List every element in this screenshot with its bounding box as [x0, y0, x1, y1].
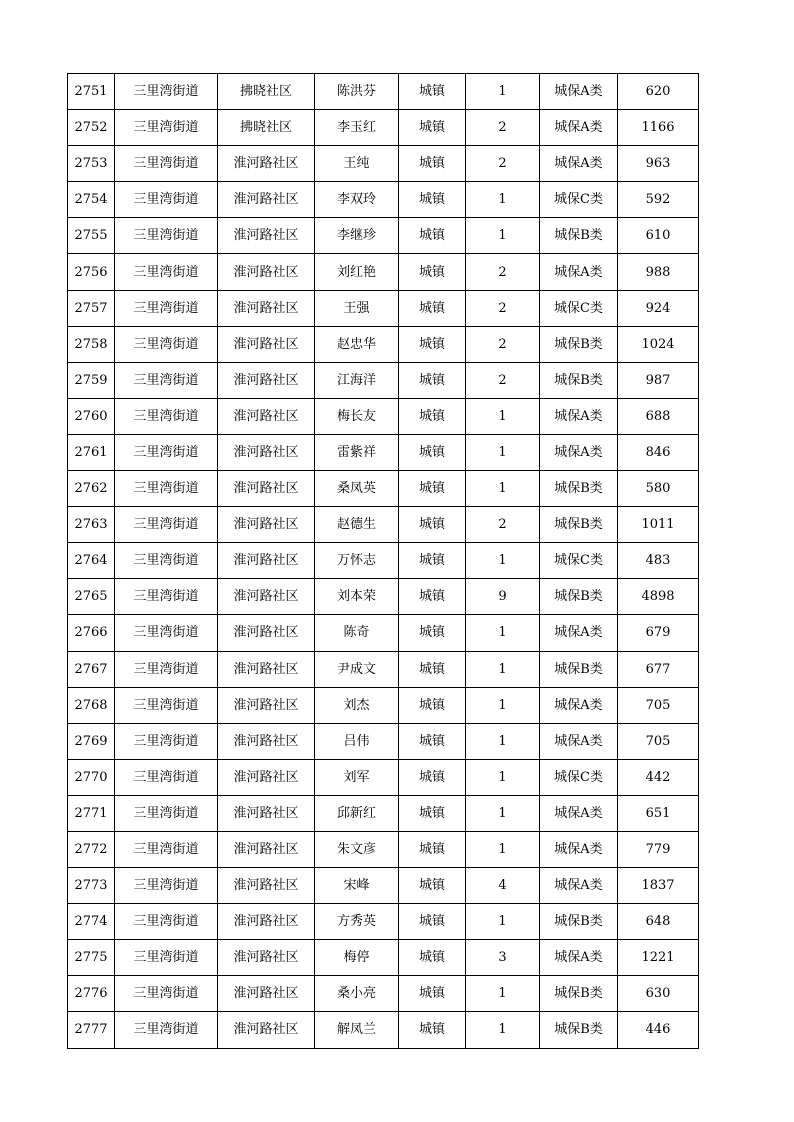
amount-cell: 705	[618, 687, 699, 723]
household-count-cell: 2	[466, 254, 540, 290]
residence-type-cell: 城镇	[399, 831, 466, 867]
table-row	[68, 579, 699, 615]
residence-type-cell: 城镇	[399, 218, 466, 254]
amount-cell: 1837	[618, 868, 699, 904]
household-count-cell: 2	[466, 507, 540, 543]
amount-cell: 610	[618, 218, 699, 254]
household-count-cell: 1	[466, 543, 540, 579]
residence-type-cell: 城镇	[399, 398, 466, 434]
residence-type-cell: 城镇	[399, 579, 466, 615]
assistance-category-cell: 城保A类	[540, 146, 618, 182]
name-cell: 刘红艳	[315, 254, 399, 290]
name-cell: 尹成文	[315, 651, 399, 687]
residence-type-cell: 城镇	[399, 471, 466, 507]
community-cell: 拂晓社区	[218, 110, 315, 146]
subdistrict-cell: 三里湾街道	[115, 74, 218, 110]
residence-type-cell: 城镇	[399, 795, 466, 831]
name-cell: 刘军	[315, 759, 399, 795]
residence-type-cell: 城镇	[399, 1012, 466, 1048]
subdistrict-cell: 三里湾街道	[115, 254, 218, 290]
record-number-cell: 2755	[68, 218, 115, 254]
household-count-cell: 2	[466, 290, 540, 326]
amount-cell: 677	[618, 651, 699, 687]
community-cell: 淮河路社区	[218, 290, 315, 326]
subdistrict-cell: 三里湾街道	[115, 146, 218, 182]
household-count-cell: 3	[466, 940, 540, 976]
amount-cell: 648	[618, 904, 699, 940]
record-number-cell: 2768	[68, 687, 115, 723]
name-cell: 李继珍	[315, 218, 399, 254]
community-cell: 淮河路社区	[218, 326, 315, 362]
name-cell: 邱新红	[315, 795, 399, 831]
assistance-category-cell: 城保A类	[540, 687, 618, 723]
table-row	[68, 326, 699, 362]
amount-cell: 963	[618, 146, 699, 182]
name-cell: 桑凤英	[315, 471, 399, 507]
subdistrict-cell: 三里湾街道	[115, 868, 218, 904]
amount-cell: 1011	[618, 507, 699, 543]
community-cell: 淮河路社区	[218, 146, 315, 182]
residence-type-cell: 城镇	[399, 868, 466, 904]
residence-type-cell: 城镇	[399, 326, 466, 362]
household-count-cell: 1	[466, 651, 540, 687]
name-cell: 朱文彦	[315, 831, 399, 867]
residence-type-cell: 城镇	[399, 146, 466, 182]
assistance-category-cell: 城保B类	[540, 904, 618, 940]
record-number-cell: 2754	[68, 182, 115, 218]
subdistrict-cell: 三里湾街道	[115, 471, 218, 507]
amount-cell: 630	[618, 976, 699, 1012]
amount-cell: 580	[618, 471, 699, 507]
community-cell: 淮河路社区	[218, 831, 315, 867]
subdistrict-cell: 三里湾街道	[115, 723, 218, 759]
household-count-cell: 1	[466, 723, 540, 759]
amount-cell: 988	[618, 254, 699, 290]
record-number-cell: 2772	[68, 831, 115, 867]
residence-type-cell: 城镇	[399, 110, 466, 146]
amount-cell: 651	[618, 795, 699, 831]
table-row	[68, 398, 699, 434]
assistance-category-cell: 城保A类	[540, 254, 618, 290]
household-count-cell: 1	[466, 398, 540, 434]
assistance-category-cell: 城保A类	[540, 398, 618, 434]
name-cell: 方秀英	[315, 904, 399, 940]
residence-type-cell: 城镇	[399, 687, 466, 723]
subdistrict-cell: 三里湾街道	[115, 434, 218, 470]
table-row	[68, 471, 699, 507]
residence-type-cell: 城镇	[399, 651, 466, 687]
household-count-cell: 1	[466, 904, 540, 940]
community-cell: 淮河路社区	[218, 759, 315, 795]
amount-cell: 779	[618, 831, 699, 867]
record-number-cell: 2775	[68, 940, 115, 976]
community-cell: 淮河路社区	[218, 507, 315, 543]
amount-cell: 620	[618, 74, 699, 110]
table-row	[68, 940, 699, 976]
residence-type-cell: 城镇	[399, 615, 466, 651]
subdistrict-cell: 三里湾街道	[115, 615, 218, 651]
residence-type-cell: 城镇	[399, 74, 466, 110]
residence-type-cell: 城镇	[399, 507, 466, 543]
household-count-cell: 4	[466, 868, 540, 904]
residence-type-cell: 城镇	[399, 290, 466, 326]
name-cell: 江海洋	[315, 362, 399, 398]
table-row	[68, 254, 699, 290]
name-cell: 梅停	[315, 940, 399, 976]
subdistrict-cell: 三里湾街道	[115, 543, 218, 579]
records-table	[67, 73, 699, 1049]
name-cell: 赵德生	[315, 507, 399, 543]
assistance-category-cell: 城保B类	[540, 471, 618, 507]
household-count-cell: 1	[466, 759, 540, 795]
table-row	[68, 976, 699, 1012]
residence-type-cell: 城镇	[399, 362, 466, 398]
residence-type-cell: 城镇	[399, 254, 466, 290]
subdistrict-cell: 三里湾街道	[115, 940, 218, 976]
subdistrict-cell: 三里湾街道	[115, 795, 218, 831]
subdistrict-cell: 三里湾街道	[115, 398, 218, 434]
household-count-cell: 1	[466, 182, 540, 218]
amount-cell: 483	[618, 543, 699, 579]
assistance-category-cell: 城保B类	[540, 651, 618, 687]
assistance-category-cell: 城保C类	[540, 543, 618, 579]
amount-cell: 442	[618, 759, 699, 795]
residence-type-cell: 城镇	[399, 759, 466, 795]
table-row	[68, 74, 699, 110]
subdistrict-cell: 三里湾街道	[115, 831, 218, 867]
household-count-cell: 1	[466, 615, 540, 651]
subdistrict-cell: 三里湾街道	[115, 110, 218, 146]
household-count-cell: 1	[466, 218, 540, 254]
name-cell: 万怀志	[315, 543, 399, 579]
name-cell: 王纯	[315, 146, 399, 182]
community-cell: 淮河路社区	[218, 254, 315, 290]
record-number-cell: 2773	[68, 868, 115, 904]
community-cell: 淮河路社区	[218, 723, 315, 759]
records-body	[68, 74, 699, 1049]
subdistrict-cell: 三里湾街道	[115, 976, 218, 1012]
household-count-cell: 1	[466, 831, 540, 867]
subdistrict-cell: 三里湾街道	[115, 507, 218, 543]
amount-cell: 1221	[618, 940, 699, 976]
record-number-cell: 2762	[68, 471, 115, 507]
assistance-category-cell: 城保C类	[540, 182, 618, 218]
residence-type-cell: 城镇	[399, 182, 466, 218]
amount-cell: 4898	[618, 579, 699, 615]
record-number-cell: 2753	[68, 146, 115, 182]
subdistrict-cell: 三里湾街道	[115, 651, 218, 687]
name-cell: 梅长友	[315, 398, 399, 434]
assistance-category-cell: 城保A类	[540, 795, 618, 831]
record-number-cell: 2771	[68, 795, 115, 831]
community-cell: 淮河路社区	[218, 579, 315, 615]
community-cell: 淮河路社区	[218, 543, 315, 579]
assistance-category-cell: 城保A类	[540, 434, 618, 470]
household-count-cell: 9	[466, 579, 540, 615]
community-cell: 淮河路社区	[218, 1012, 315, 1048]
community-cell: 淮河路社区	[218, 940, 315, 976]
subdistrict-cell: 三里湾街道	[115, 182, 218, 218]
community-cell: 淮河路社区	[218, 434, 315, 470]
assistance-category-cell: 城保B类	[540, 1012, 618, 1048]
assistance-category-cell: 城保B类	[540, 218, 618, 254]
subdistrict-cell: 三里湾街道	[115, 759, 218, 795]
name-cell: 桑小亮	[315, 976, 399, 1012]
community-cell: 淮河路社区	[218, 651, 315, 687]
community-cell: 淮河路社区	[218, 471, 315, 507]
record-number-cell: 2777	[68, 1012, 115, 1048]
residence-type-cell: 城镇	[399, 543, 466, 579]
assistance-category-cell: 城保B类	[540, 579, 618, 615]
household-count-cell: 2	[466, 146, 540, 182]
name-cell: 王强	[315, 290, 399, 326]
table-row	[68, 434, 699, 470]
amount-cell: 1024	[618, 326, 699, 362]
name-cell: 刘本荣	[315, 579, 399, 615]
record-number-cell: 2770	[68, 759, 115, 795]
community-cell: 淮河路社区	[218, 976, 315, 1012]
community-cell: 淮河路社区	[218, 868, 315, 904]
amount-cell: 846	[618, 434, 699, 470]
table-row	[68, 615, 699, 651]
amount-cell: 446	[618, 1012, 699, 1048]
table-row	[68, 110, 699, 146]
table-row	[68, 723, 699, 759]
community-cell: 淮河路社区	[218, 398, 315, 434]
community-cell: 淮河路社区	[218, 218, 315, 254]
subdistrict-cell: 三里湾街道	[115, 326, 218, 362]
community-cell: 淮河路社区	[218, 362, 315, 398]
table-row	[68, 831, 699, 867]
record-number-cell: 2761	[68, 434, 115, 470]
table-row	[68, 218, 699, 254]
subdistrict-cell: 三里湾街道	[115, 1012, 218, 1048]
record-number-cell: 2769	[68, 723, 115, 759]
name-cell: 吕伟	[315, 723, 399, 759]
name-cell: 雷紫祥	[315, 434, 399, 470]
table-row	[68, 507, 699, 543]
name-cell: 刘杰	[315, 687, 399, 723]
table-row	[68, 868, 699, 904]
name-cell: 陈奇	[315, 615, 399, 651]
record-number-cell: 2764	[68, 543, 115, 579]
community-cell: 淮河路社区	[218, 687, 315, 723]
community-cell: 淮河路社区	[218, 795, 315, 831]
assistance-category-cell: 城保B类	[540, 362, 618, 398]
assistance-category-cell: 城保A类	[540, 615, 618, 651]
record-number-cell: 2758	[68, 326, 115, 362]
subdistrict-cell: 三里湾街道	[115, 362, 218, 398]
subdistrict-cell: 三里湾街道	[115, 218, 218, 254]
community-cell: 淮河路社区	[218, 904, 315, 940]
residence-type-cell: 城镇	[399, 976, 466, 1012]
table-row	[68, 362, 699, 398]
household-count-cell: 1	[466, 434, 540, 470]
name-cell: 李玉红	[315, 110, 399, 146]
amount-cell: 924	[618, 290, 699, 326]
record-number-cell: 2763	[68, 507, 115, 543]
name-cell: 宋峰	[315, 868, 399, 904]
record-number-cell: 2776	[68, 976, 115, 1012]
assistance-category-cell: 城保A类	[540, 74, 618, 110]
assistance-category-cell: 城保A类	[540, 831, 618, 867]
record-number-cell: 2774	[68, 904, 115, 940]
household-count-cell: 2	[466, 326, 540, 362]
household-count-cell: 2	[466, 362, 540, 398]
assistance-category-cell: 城保A类	[540, 940, 618, 976]
subdistrict-cell: 三里湾街道	[115, 687, 218, 723]
table-row	[68, 182, 699, 218]
assistance-category-cell: 城保A类	[540, 868, 618, 904]
assistance-category-cell: 城保B类	[540, 976, 618, 1012]
assistance-category-cell: 城保C类	[540, 759, 618, 795]
community-cell: 拂晓社区	[218, 74, 315, 110]
record-number-cell: 2751	[68, 74, 115, 110]
amount-cell: 679	[618, 615, 699, 651]
record-number-cell: 2756	[68, 254, 115, 290]
record-number-cell: 2765	[68, 579, 115, 615]
residence-type-cell: 城镇	[399, 940, 466, 976]
table-row	[68, 146, 699, 182]
residence-type-cell: 城镇	[399, 434, 466, 470]
amount-cell: 688	[618, 398, 699, 434]
household-count-cell: 1	[466, 74, 540, 110]
amount-cell: 1166	[618, 110, 699, 146]
household-count-cell: 1	[466, 687, 540, 723]
name-cell: 赵忠华	[315, 326, 399, 362]
community-cell: 淮河路社区	[218, 615, 315, 651]
record-number-cell: 2759	[68, 362, 115, 398]
table-row	[68, 651, 699, 687]
assistance-category-cell: 城保A类	[540, 723, 618, 759]
amount-cell: 592	[618, 182, 699, 218]
community-cell: 淮河路社区	[218, 182, 315, 218]
table-row	[68, 290, 699, 326]
subdistrict-cell: 三里湾街道	[115, 579, 218, 615]
amount-cell: 987	[618, 362, 699, 398]
table-row	[68, 1012, 699, 1048]
name-cell: 李双玲	[315, 182, 399, 218]
household-count-cell: 1	[466, 795, 540, 831]
record-number-cell: 2766	[68, 615, 115, 651]
assistance-category-cell: 城保C类	[540, 290, 618, 326]
record-number-cell: 2752	[68, 110, 115, 146]
table-row	[68, 687, 699, 723]
name-cell: 陈洪芬	[315, 74, 399, 110]
household-count-cell: 1	[466, 471, 540, 507]
table-row	[68, 759, 699, 795]
assistance-category-cell: 城保A类	[540, 110, 618, 146]
record-number-cell: 2760	[68, 398, 115, 434]
subdistrict-cell: 三里湾街道	[115, 904, 218, 940]
table-row	[68, 795, 699, 831]
residence-type-cell: 城镇	[399, 723, 466, 759]
household-count-cell: 1	[466, 1012, 540, 1048]
table-row	[68, 543, 699, 579]
subdistrict-cell: 三里湾街道	[115, 290, 218, 326]
record-number-cell: 2757	[68, 290, 115, 326]
record-number-cell: 2767	[68, 651, 115, 687]
residence-type-cell: 城镇	[399, 904, 466, 940]
household-count-cell: 1	[466, 976, 540, 1012]
amount-cell: 705	[618, 723, 699, 759]
assistance-category-cell: 城保B类	[540, 326, 618, 362]
household-count-cell: 2	[466, 110, 540, 146]
table-row	[68, 904, 699, 940]
name-cell: 解凤兰	[315, 1012, 399, 1048]
assistance-category-cell: 城保B类	[540, 507, 618, 543]
